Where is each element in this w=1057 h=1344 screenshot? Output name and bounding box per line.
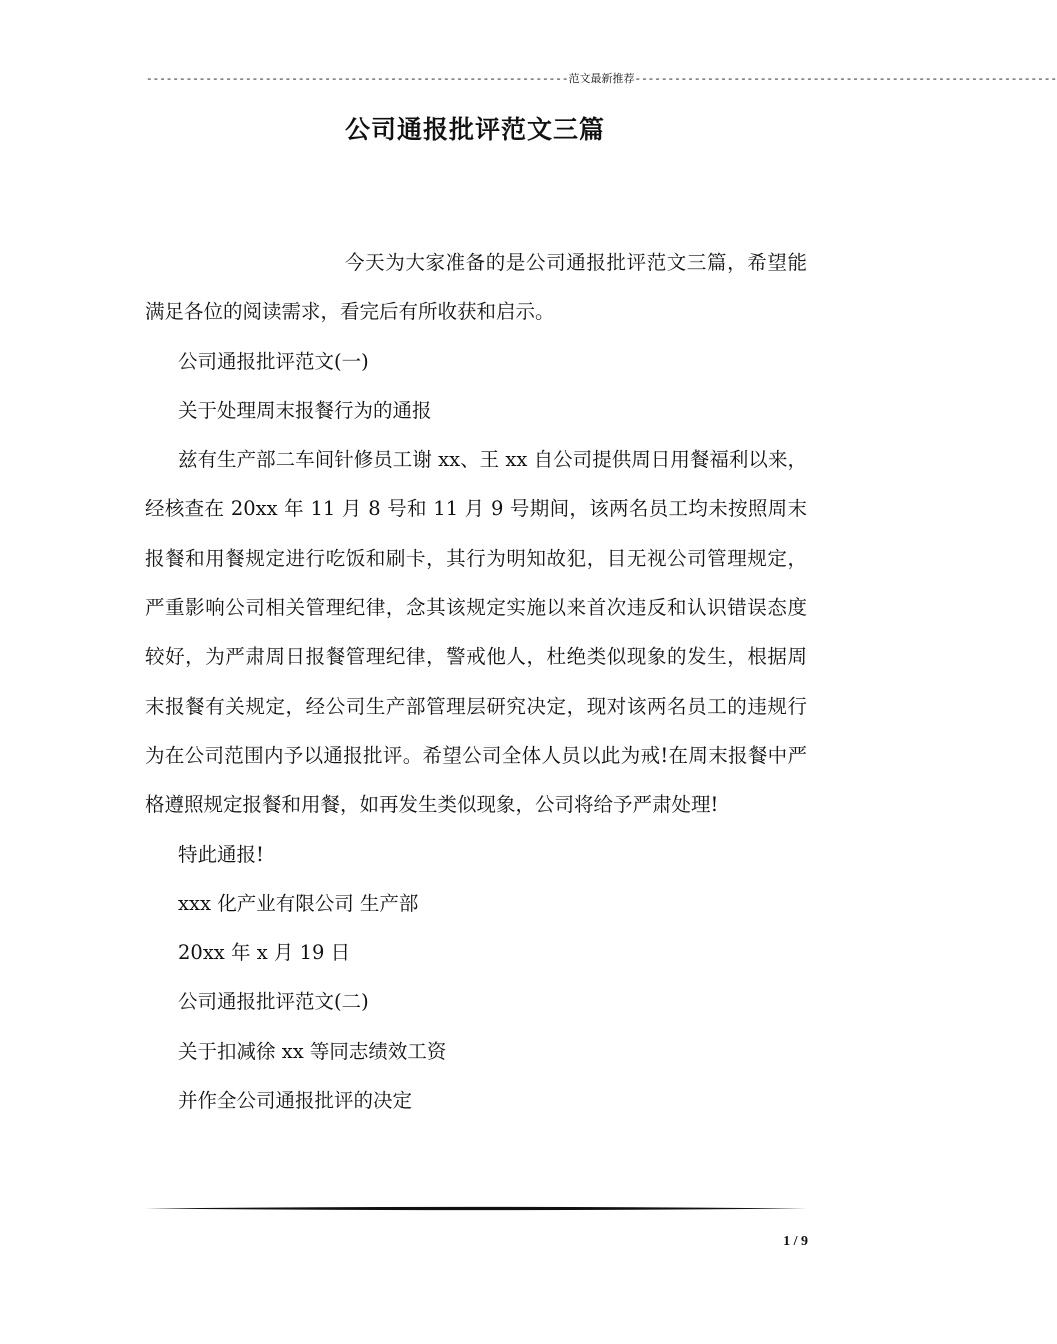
notice-closing-1: 特此通报!: [178, 842, 264, 866]
page-number: 1 / 9: [783, 1234, 808, 1249]
header-left-dashes: ----------------------------------------------------------------: [146, 74, 569, 86]
notice-title-2-line-2: 并作全公司通报批评的决定: [178, 1089, 413, 1113]
header-rule: [146, 72, 1057, 88]
notice-date-1: 20xx 年 x 月 19 日: [178, 941, 351, 965]
header-label: 范文最新推荐: [568, 74, 635, 86]
header-right-dashes: ----------------------------------------------------------------: [634, 74, 1057, 86]
section-heading-2: 公司通报批评范文(二): [178, 990, 369, 1014]
document-title: 公司通报批评范文三篇: [344, 115, 605, 144]
notice-title-1: 关于处理周末报餐行为的通报: [178, 398, 432, 422]
footer-divider: [145, 1206, 807, 1211]
notice-issuer-1: xxx 化产业有限公司 生产部: [178, 891, 419, 915]
notice-title-2-line-1: 关于扣减徐 xx 等同志绩效工资: [178, 1039, 447, 1063]
intro-paragraph: 今天为大家准备的是公司通报批评范文三篇，希望能满足各位的阅读需求，看完后有所收获和启示。: [145, 251, 807, 324]
section-heading-1: 公司通报批评范文(一): [178, 349, 369, 373]
notice-body-1: 兹有生产部二车间针修员工谢 xx、王 xx 自公司提供周日用餐福利以来，经核查在 20xx 年 11 月 8 号和 11 月 9 号期间，该两名员工均未按照周末报餐和用餐规定进行吃饭和刷卡，其行为明知故犯，目无视公司管理规定，严重影响公司相关管理纪律，念其该规定实施以来首次违反和认识错误态度较好，为严肃周日报餐管理纪律，警戒他人，杜绝类似现象的发生，根据周末报餐有关规定，经公司生产部管理层研究决定，现对该两名员工的违规行为在公司范围内予以通报批评。希望公司全体人员以此为戒!在周末报餐中严格遵照规定报餐和用餐，如再发生类似现象，公司将给予严肃处理!: [145, 448, 807, 817]
document-body: [145, 238, 807, 1125]
